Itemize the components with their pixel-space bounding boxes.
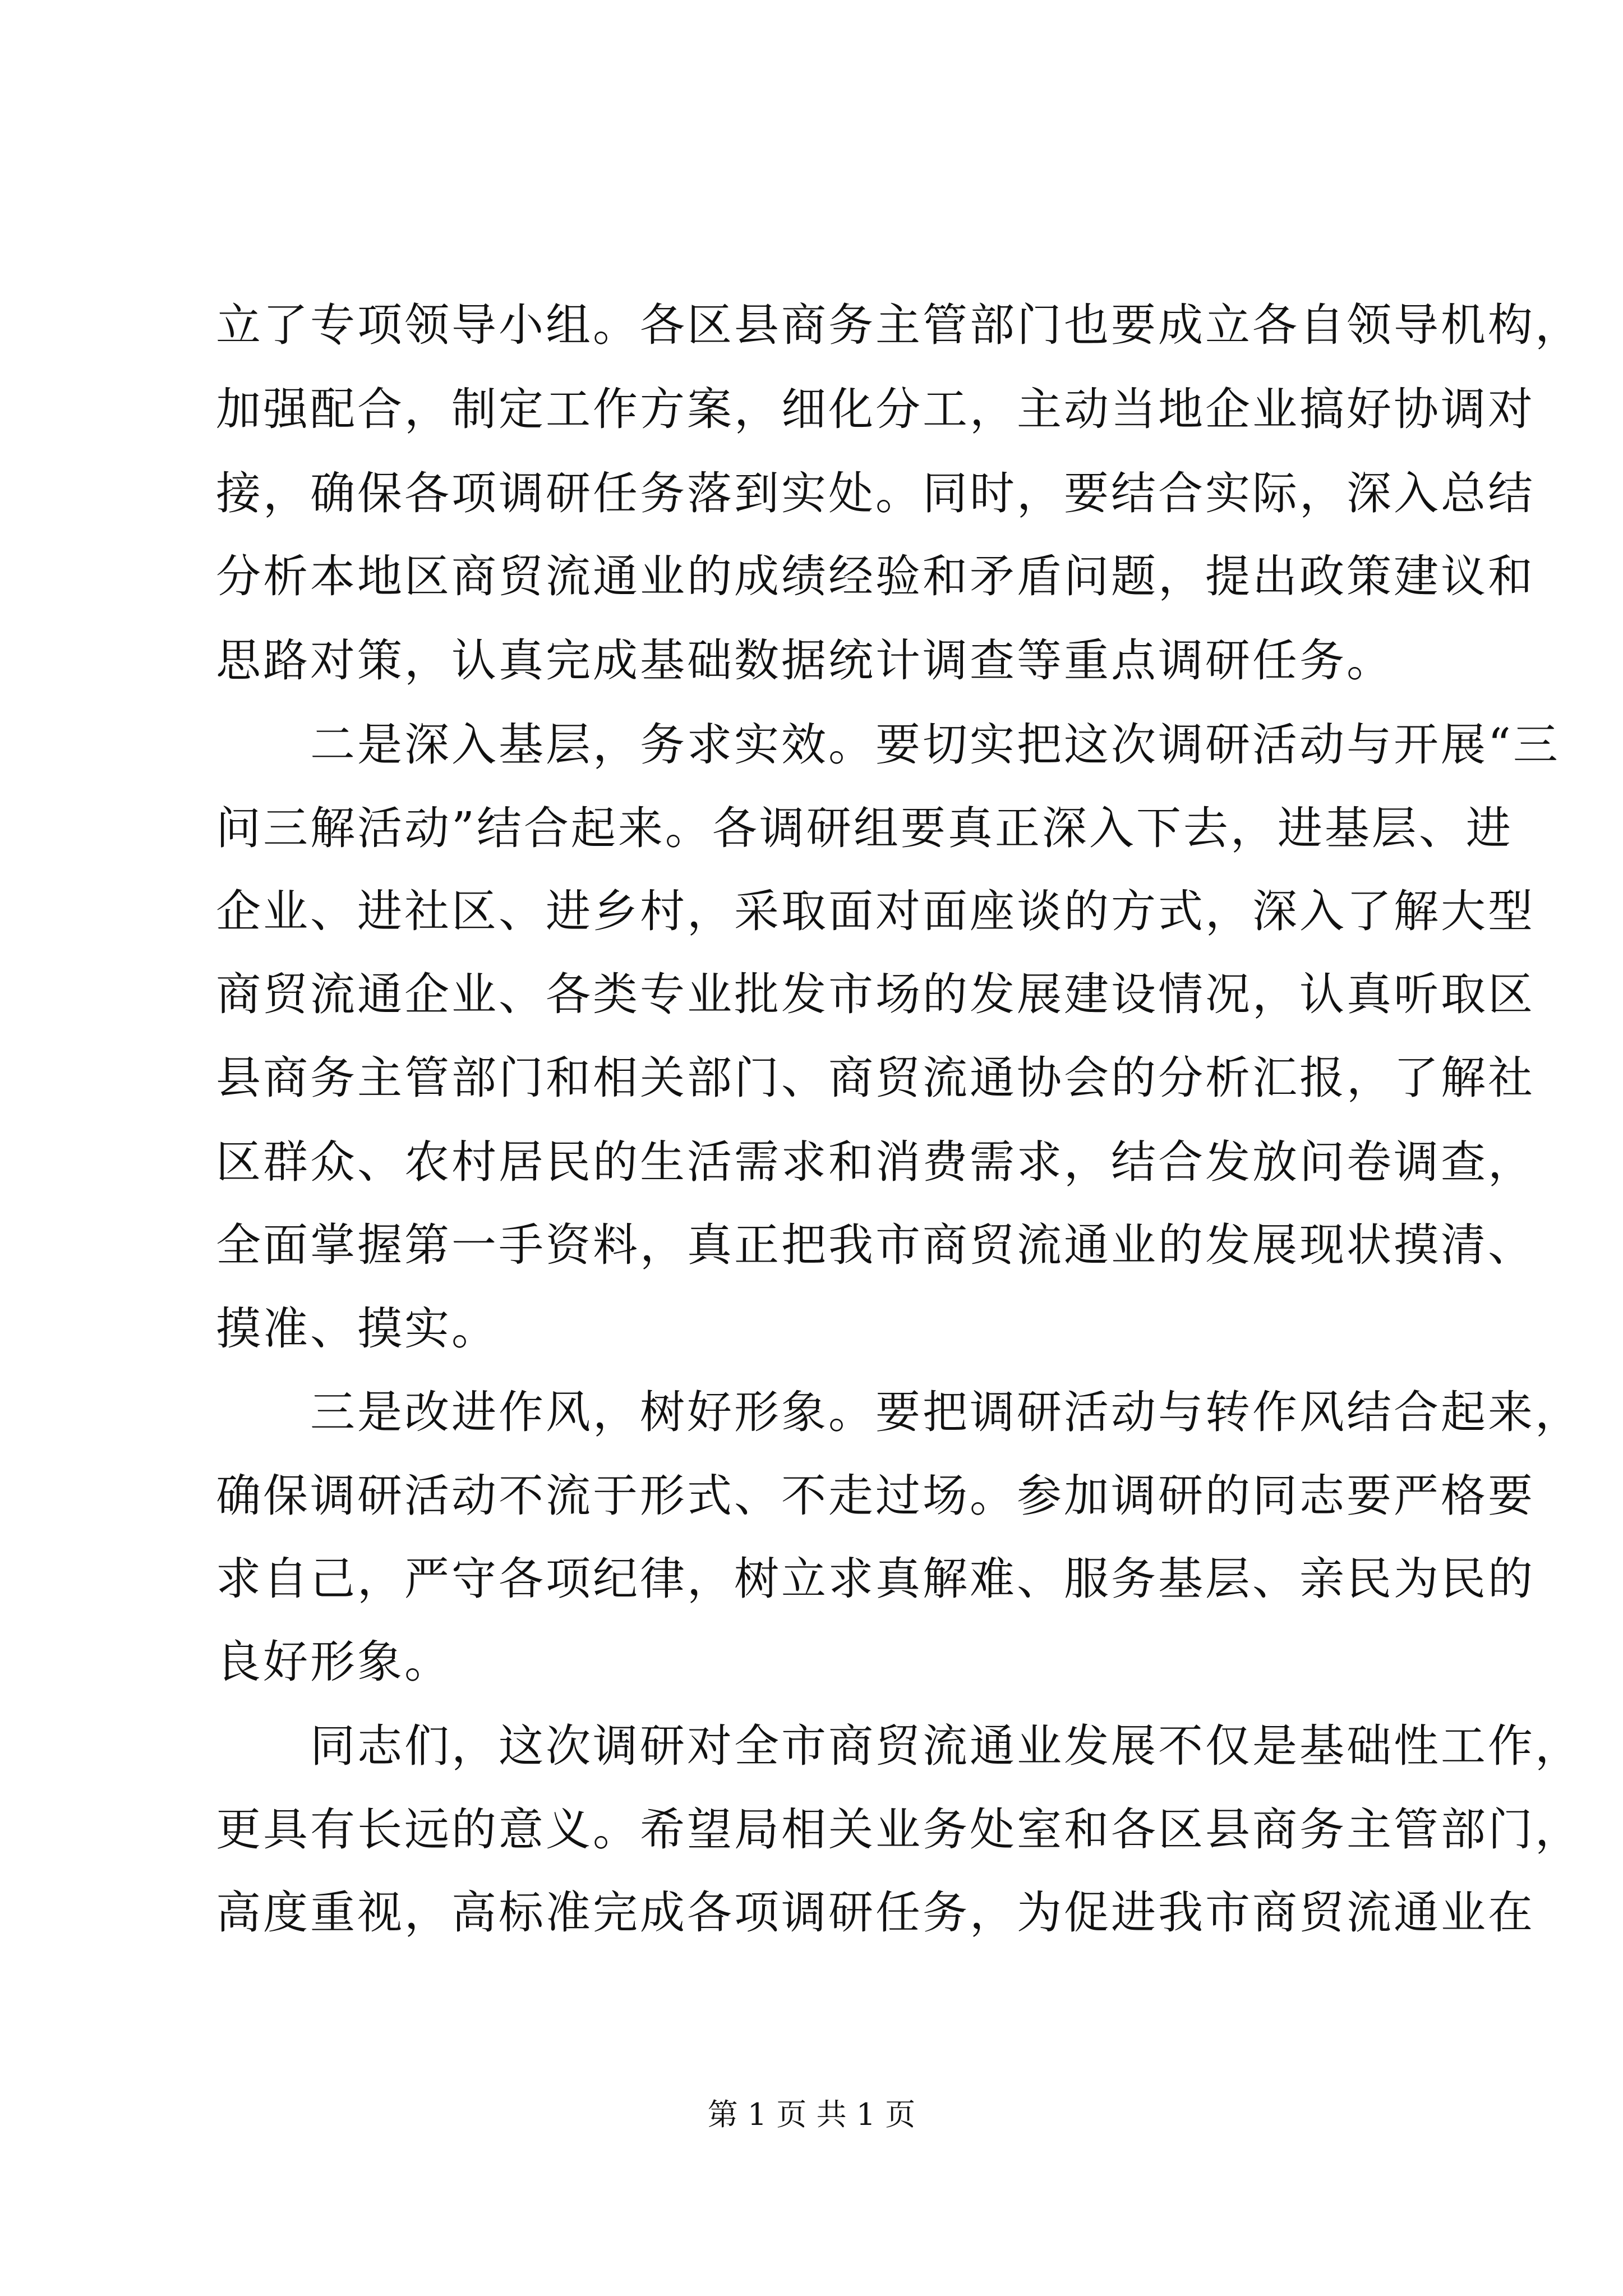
text-line-14: 三是改进作风，树好形象。要把调研活动与转作风结合起来，: [216, 1386, 1582, 1438]
text-line-3: 接，确保各项调研任务落到实处。同时，要结合实际，深入总结: [216, 467, 1535, 519]
text-line-4: 分析本地区商贸流通业的成绩经验和矛盾问题，提出政策建议和: [216, 550, 1535, 602]
text-line-8: 企业、进社区、进乡村，采取面对面座谈的方式，深入了解大型: [216, 885, 1535, 937]
text-line-16: 求自己，严守各项纪律，树立求真解难、服务基层、亲民为民的: [216, 1553, 1535, 1605]
text-line-10: 县商务主管部门和相关部门、商贸流通协会的分析汇报，了解社: [216, 1052, 1535, 1104]
text-line-5: 思路对策，认真完成基础数据统计调查等重点调研任务。: [216, 634, 1394, 687]
text-line-17: 良好形象。: [216, 1636, 451, 1688]
page-footer: 第 1 页 共 1 页: [707, 2097, 916, 2132]
text-line-20: 高度重视，高标准完成各项调研任务，为促进我市商贸流通业在: [216, 1887, 1535, 1939]
text-line-15: 确保调研活动不流于形式、不走过场。参加调研的同志要严格要: [216, 1470, 1535, 1522]
text-line-7: 问三解活动”结合起来。各调研组要真正深入下去，进基层、进: [216, 802, 1513, 854]
text-line-19: 更具有长远的意义。希望局相关业务处室和各区县商务主管部门，: [216, 1803, 1582, 1856]
text-line-9: 商贸流通企业、各类专业批发市场的发展建设情况，认真听取区: [216, 968, 1535, 1020]
text-line-12: 全面掌握第一手资料，真正把我市商贸流通业的发展现状摸清、: [216, 1219, 1535, 1271]
text-line-1: 立了专项领导小组。各区县商务主管部门也要成立各自领导机构，: [216, 299, 1582, 351]
text-line-11: 区群众、农村居民的生活需求和消费需求，结合发放问卷调查，: [216, 1136, 1535, 1188]
text-line-13: 摸准、摸实。: [216, 1303, 499, 1355]
text-line-6: 二是深入基层，务求实效。要切实把这次调研活动与开展“三: [216, 719, 1560, 771]
text-line-2: 加强配合，制定工作方案，细化分工，主动当地企业搞好协调对: [216, 383, 1535, 435]
text-line-18: 同志们，这次调研对全市商贸流通业发展不仅是基础性工作，: [216, 1720, 1582, 1772]
